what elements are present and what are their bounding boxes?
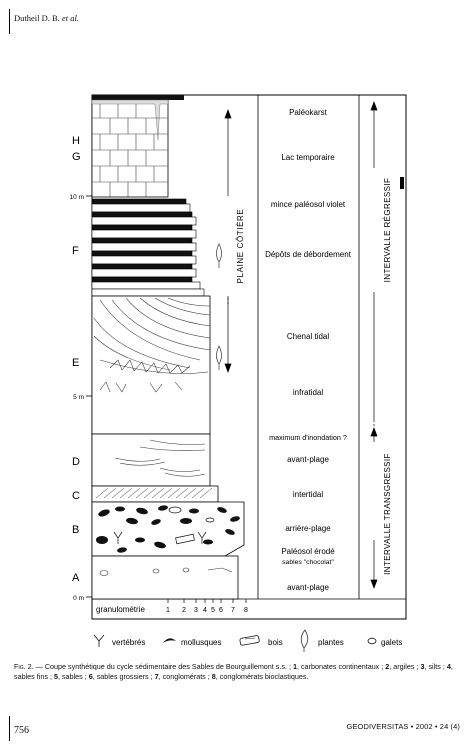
- regressif-bracket: [371, 102, 377, 432]
- margin-rule-bottom: [9, 716, 10, 741]
- caption-key-7: 7: [154, 672, 159, 681]
- header-authors: Dutheil D. B.: [14, 13, 60, 23]
- env-intertidal: intertidal: [292, 490, 324, 499]
- env-sables-chocolat: sables "chocolat": [282, 559, 334, 566]
- limestone-unit-HG: [92, 95, 184, 197]
- unit-letter-H: H: [72, 135, 80, 147]
- granulometry-tick-5: 5: [211, 607, 215, 614]
- caption-def-8: , conglomérats bioclastiques.: [215, 672, 309, 681]
- env-mince-paleosol: mince paléosol violet: [270, 200, 346, 209]
- caption-key-3: 3: [420, 662, 425, 671]
- env-avant-plage-A: avant-plage: [287, 583, 329, 592]
- legend-bois: bois: [268, 638, 283, 647]
- caption-key-6: 6: [88, 672, 93, 681]
- legend: [94, 630, 402, 652]
- granulometry-tick-2: 2: [182, 607, 186, 614]
- env-arriere-plage: arrière-plage: [285, 524, 331, 533]
- caption-key-4: 4: [446, 662, 451, 671]
- granulometry-tick-3: 3: [194, 607, 198, 614]
- granulometry-tick-8: 8: [244, 607, 248, 614]
- legend-vertebres: vertébrés: [112, 638, 146, 647]
- caption-text: — Coupe synthétique du cycle sédimentaire des Sables de Bourguillemont s.s. ;: [33, 662, 293, 671]
- caption-key-8: 8: [211, 672, 216, 681]
- caption-prefix: Fig. 2.: [14, 662, 34, 671]
- unit-letter-G: G: [72, 151, 81, 163]
- shoreface-unit-D: [92, 434, 210, 486]
- unit-letter-C: C: [72, 490, 80, 502]
- pebble-icon: [368, 638, 376, 644]
- header-etal: et al.: [61, 13, 79, 23]
- legend-mollusques: mollusques: [181, 638, 222, 647]
- env-paleokarst: Paléokarst: [289, 108, 327, 117]
- figure-caption: [14, 662, 462, 682]
- env-maximum-inondation: maximum d'inondation ?: [269, 433, 347, 442]
- intertidal-unit-C: [92, 486, 218, 502]
- scale-10m: 10 m: [69, 194, 84, 201]
- unit-letter-E: E: [72, 357, 80, 369]
- granulometry-ticks: [168, 599, 246, 603]
- caption-def-1: , carbonates continentaux ;: [296, 662, 386, 671]
- granulometry-tick-1: 1: [166, 607, 170, 614]
- unit-letter-A: A: [72, 572, 80, 584]
- vertebrate-icon: [94, 635, 104, 647]
- granulometry-tick-7: 7: [231, 607, 235, 614]
- scale-0m: 0 m: [73, 595, 84, 602]
- caption-def-3: , silts ;: [424, 662, 447, 671]
- conglomerate-unit-B: [92, 502, 244, 556]
- env-infratidal: infratidal: [292, 388, 324, 397]
- floodplain-unit-F: [92, 199, 204, 296]
- env-lac-temporaire: Lac temporaire: [281, 153, 335, 162]
- transgressif-bracket: [371, 428, 377, 588]
- caption-key-5: 5: [53, 672, 58, 681]
- label-intervalle-transgressif: INTERVALLE TRANSGRESSIF: [383, 453, 392, 575]
- granulometry-tick-4: 4: [203, 607, 207, 614]
- env-depots-debordement: Dépôts de débordement: [265, 250, 351, 259]
- caption-key-1: 1: [292, 662, 297, 671]
- caption-key-2: 2: [385, 662, 390, 671]
- label-plaine-cotiere: PLAINE CÔTIÈRE: [236, 208, 245, 284]
- legend-galets: galets: [381, 638, 403, 647]
- caption-def-6: , sables grossiers ;: [92, 672, 155, 681]
- granulometrie-label: granulométrie: [96, 605, 145, 614]
- scale-5m: 5 m: [73, 394, 84, 401]
- caption-def-5: , sables ;: [57, 672, 89, 681]
- env-paleosol-erode: Paléosol érodé: [281, 547, 335, 556]
- plaine-cotiere-bracket: [225, 110, 231, 372]
- plant-icon: [301, 630, 308, 652]
- granulometry-tick-6: 6: [219, 607, 223, 614]
- env-avant-plage-D: avant-plage: [287, 455, 329, 464]
- plant-symbols: [217, 244, 222, 370]
- unit-letter-F: F: [72, 245, 79, 257]
- caption-def-4: , sables fins ;: [14, 662, 453, 681]
- caption-def-7: , conglomérats ;: [158, 672, 212, 681]
- tidal-channel-unit-E: [92, 296, 210, 434]
- caption-def-2: , argiles ;: [389, 662, 421, 671]
- legend-plantes: plantes: [318, 638, 344, 647]
- unit-letter-B: B: [72, 524, 80, 536]
- mollusc-icon: [163, 638, 176, 643]
- page-number: 756: [14, 725, 29, 736]
- scale-ticks: [86, 196, 92, 597]
- unit-letter-D: D: [72, 456, 80, 468]
- env-chenal-tidal: Chenal tidal: [286, 332, 330, 341]
- sand-unit-A: [92, 556, 238, 599]
- wood-icon: [240, 635, 260, 645]
- label-intervalle-regressif: INTERVALLE RÉGRESSIF: [383, 177, 392, 283]
- journal-footer: GEODIVERSITAS • 2002 • 24 (4): [346, 722, 460, 731]
